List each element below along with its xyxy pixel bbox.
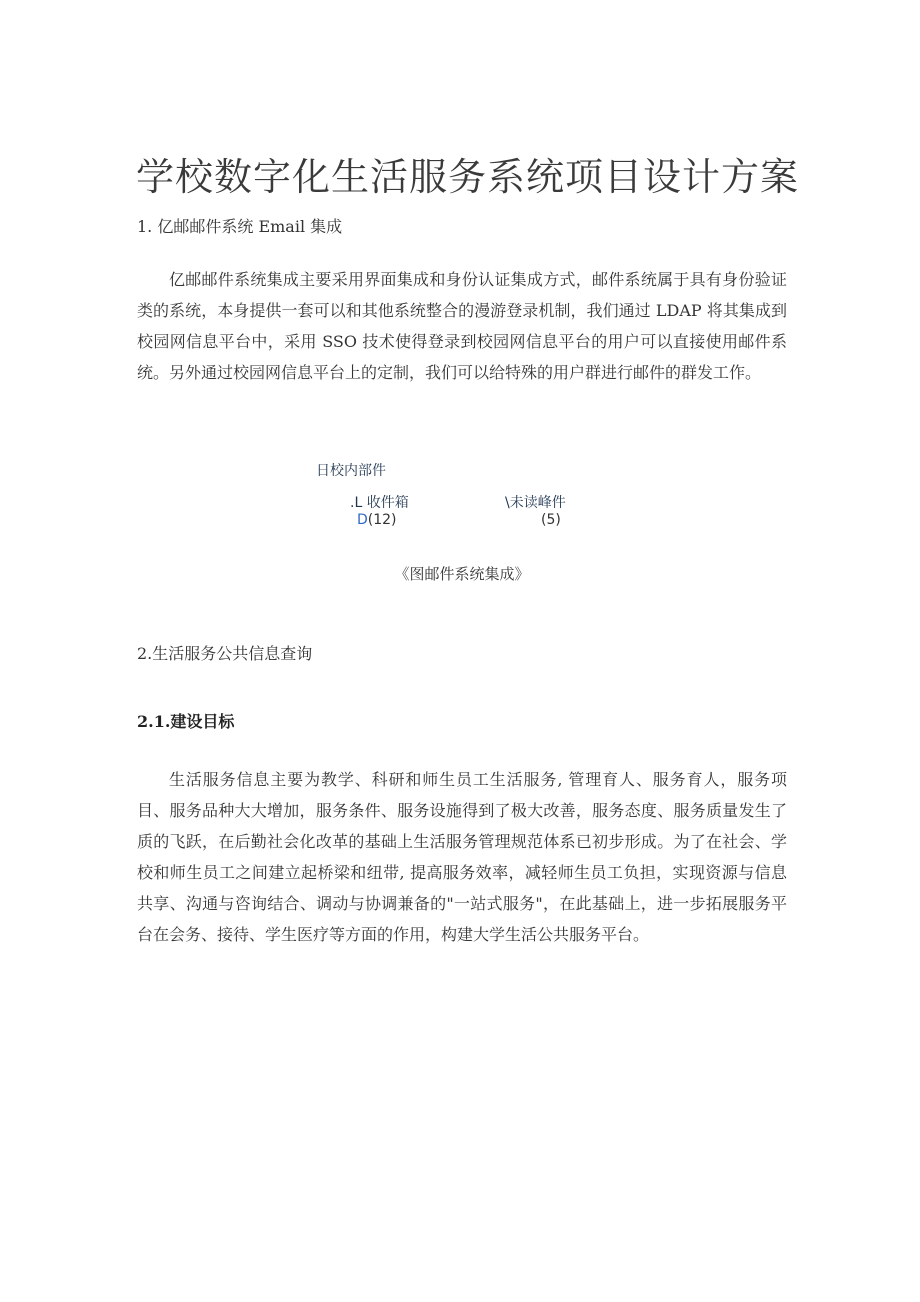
figure-inbox-count-value: (12): [367, 512, 397, 528]
figure-inbox-count-prefix: D: [357, 512, 368, 528]
section-2-1-paragraph: 生活服务信息主要为教学、科研和师生员工生活服务, 管理育人、服务育人，服务项目、服务品种大大增加，服务条件、服务设施得到了极大改善，服务态度、服务质量发生了质的飞跃，在后勤社会化改革的基础上生活服务管理规范体系已初步形成。为了在社会、学校和师生员工之间建立起桥梁和纽带, 提高服务效率，减轻师生员工负担，实现资源与信息共享、沟通与咨询结合、调动与协调兼备的"一站式服务"，在此基础上，进一步拓展服务平台在会务、接待、学生医疗等方面的作用，构建大学生活公共服务平台。: [137, 770, 787, 944]
section-1-paragraph: 亿邮邮件系统集成主要采用界面集成和身份认证集成方式，邮件系统属于具有身份验证类的系统，本身提供一套可以和其他系统整合的漫游登录机制，我们通过 LDAP 将其集成到校园网信息平台中，采用 SSO 技术使得登录到校园网信息平台的用户可以直接使用邮件系统。另外通过校园网信息平台上的定制，我们可以给特殊的用户群进行邮件的群发工作。: [137, 270, 787, 382]
section-2-1-heading: 2.1.建设目标: [137, 712, 235, 731]
figure-title: 日校内部件: [316, 463, 386, 479]
figure-unread-label: \未读峰件: [505, 495, 566, 511]
figure-inbox-label: .L 收件箱: [350, 495, 409, 511]
figure-inbox-count: [357, 512, 397, 528]
figure-unread-count: (5): [541, 512, 561, 528]
section-1-heading: 1. 亿邮邮件系统 Email 集成: [137, 217, 343, 236]
document-title: 学校数字化生活服务系统项目设计方案: [136, 155, 800, 199]
figure-caption: 《图邮件系统集成》: [394, 565, 530, 583]
section-2-heading: 2.生活服务公共信息查询: [137, 644, 313, 663]
